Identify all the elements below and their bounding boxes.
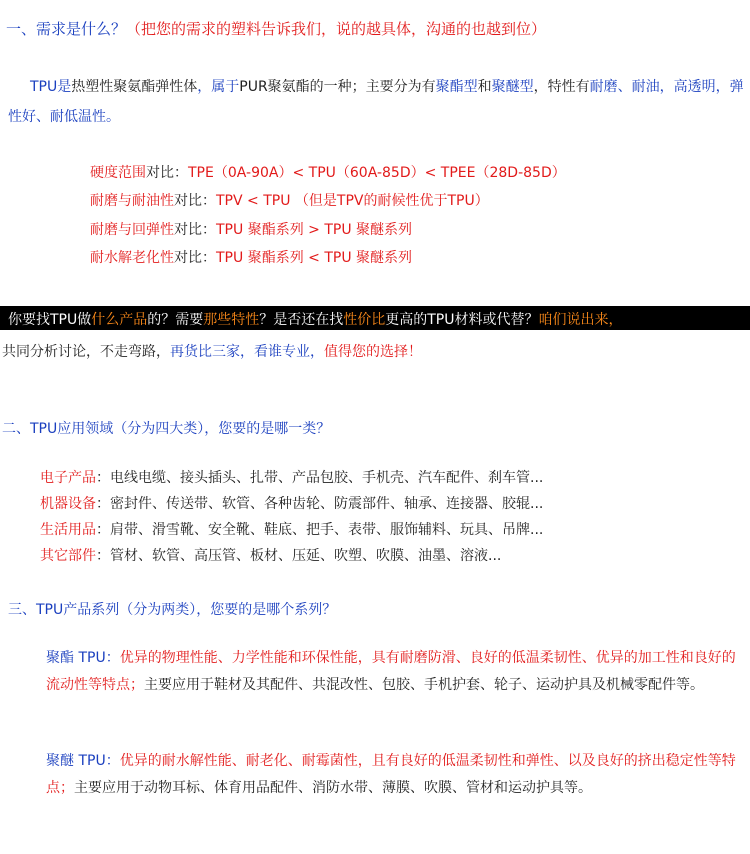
- polyester-paragraph: [46, 645, 746, 699]
- comparison-label: 硬度范围: [90, 165, 146, 181]
- application-item: [40, 519, 543, 539]
- comparison-label: 耐磨与回弹性: [90, 222, 174, 238]
- intro-text: TPU是: [30, 79, 72, 95]
- intro-text: 的一种；主要分为有: [309, 79, 436, 95]
- application-text: ：电线电缆、接头插头、扎带、产品包胶、手机壳、汽车配件、刹车管...: [96, 470, 544, 486]
- banner-segment: 更高的TPU材料或代替？: [385, 312, 539, 328]
- comparison-label: 耐磨与耐油性: [90, 193, 174, 209]
- application-item: [40, 493, 543, 513]
- section1-subtitle: （把您的需求的塑料告诉我们，说的越具体，沟通的也越到位）: [126, 20, 547, 38]
- comparison-mid: 对比：: [146, 165, 188, 181]
- banner-highlight: 咱们说出来，: [538, 312, 623, 328]
- comparison-value: TPU 聚酯系列 < TPU 聚醚系列: [216, 250, 413, 266]
- intro-text: ，属于: [197, 79, 240, 95]
- intro-text: 和: [477, 79, 492, 95]
- application-item: [40, 545, 501, 565]
- application-text: ：密封件、传送带、软管、各种齿轮、防震部件、轴承、连接器、胶辊...: [96, 496, 544, 512]
- application-label: 电子产品: [40, 470, 96, 486]
- application-label: 机器设备: [40, 496, 96, 512]
- section1-heading: [6, 18, 546, 39]
- section1-title: 一、需求是什么？: [6, 20, 127, 38]
- intro-text: PUR聚氨酯: [239, 79, 310, 95]
- subline-text: 共同分析讨论，不走弯路，: [2, 344, 170, 360]
- series-features: 优异的物理性能、力学性能和环保性能，具有耐磨防滑、良好的低温柔韧性、优异的加工性和良好的流动性等特点；: [46, 650, 736, 693]
- series-applications: 主要应用于鞋材及其配件、共混改性、包胶、手机护套、轮子、运动护具及机械零配件等。: [144, 677, 704, 693]
- application-label: 生活用品: [40, 522, 96, 538]
- intro-text: 聚酯型: [435, 79, 478, 95]
- banner-highlight: 性价比: [343, 312, 386, 328]
- intro-text: 耐磨、耐油，高透明，弹性好、耐低温性。: [8, 79, 744, 125]
- application-label: 其它部件: [40, 548, 96, 564]
- banner-subline: [2, 341, 422, 361]
- polyether-paragraph: [46, 748, 746, 802]
- banner-text: [8, 309, 623, 329]
- banner-segment: 的？需要: [147, 312, 204, 328]
- comparison-value: TPU 聚酯系列 > TPU 聚醚系列: [216, 222, 413, 238]
- comparison-mid: 对比：: [174, 193, 216, 209]
- application-item: [40, 467, 543, 487]
- banner-segment: 你要找TPU做: [8, 312, 92, 328]
- subline-text: 值得您的选择！: [324, 344, 422, 360]
- section3-title: 三、TPU产品系列（分为两类），您要的是哪个系列？: [8, 602, 337, 618]
- comparison-row: [90, 219, 412, 239]
- series-features: 优异的耐水解性能、耐老化、耐霉菌性，且有良好的低温柔韧性和弹性、以及良好的挤出稳定性等特点；: [46, 753, 736, 796]
- comparison-row: [90, 247, 412, 267]
- comparison-value: TPE（0A-90A）< TPU（60A-85D）< TPEE（28D-85D）: [188, 165, 566, 181]
- banner-highlight: 什么产品: [91, 312, 148, 328]
- intro-text: ，特性有: [533, 79, 590, 95]
- section2-title: 二、TPU应用领域（分为四大类），您要的是哪一类？: [2, 421, 331, 437]
- banner-highlight: 那些特性: [203, 312, 260, 328]
- comparison-value: TPV < TPU （但是TPV的耐候性优于TPU）: [216, 193, 489, 209]
- application-text: ：管材、软管、高压管、板材、压延、吹塑、吹膜、油墨、溶液...: [96, 548, 502, 564]
- intro-paragraph: [8, 72, 744, 132]
- application-text: ：肩带、滑雪靴、安全靴、鞋底、把手、表带、服饰辅料、玩具、吊牌...: [96, 522, 544, 538]
- comparison-row: [90, 190, 489, 210]
- comparison-label: 耐水解老化性: [90, 250, 174, 266]
- intro-text: 聚醚型: [491, 79, 534, 95]
- series-label: 聚醚 TPU：: [46, 753, 120, 769]
- subline-text: 再货比三家，看谁专业，: [170, 344, 324, 360]
- series-label: 聚酯 TPU：: [46, 650, 120, 666]
- comparison-mid: 对比：: [174, 222, 216, 238]
- comparison-mid: 对比：: [174, 250, 216, 266]
- comparison-row: [90, 162, 566, 182]
- series-applications: 主要应用于动物耳标、体育用品配件、消防水带、薄膜、吹膜、管材和运动护具等。: [74, 780, 592, 796]
- banner-segment: ？是否还在找: [259, 312, 344, 328]
- intro-text: 热塑性聚氨酯弹性体: [71, 79, 198, 95]
